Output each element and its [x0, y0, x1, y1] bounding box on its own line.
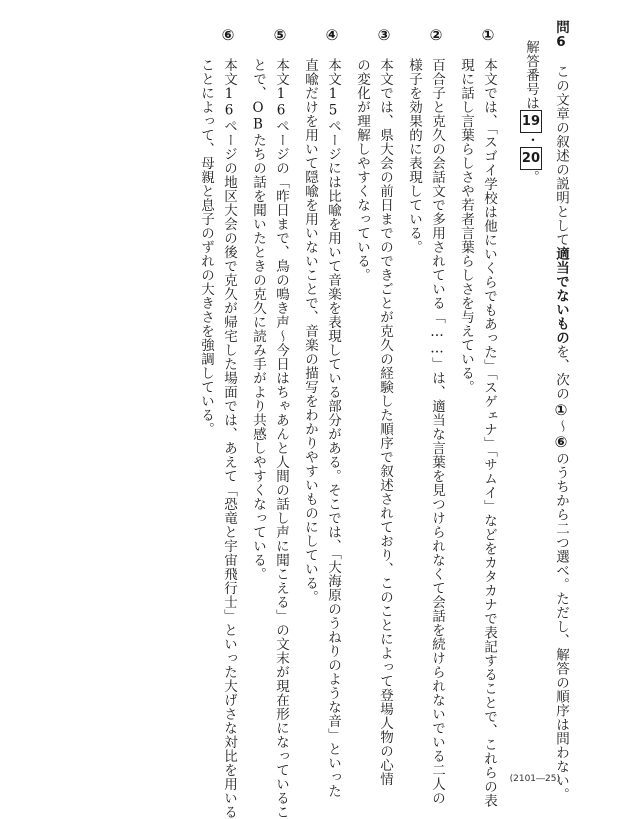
choice-5-line-1: 本文16ページの「昨日まで、鳥の鳴き声～今日はちゃあんと人間の話し声に聞こえる」の文末が現在形になっているこ: [273, 58, 289, 819]
choice-6-line-1: 本文16ページの地区大会の後で克久が帰宅した場面では、あえて「恐竜と宇宙飛行士」といった大げさな対比を用いる: [221, 58, 237, 819]
choice-6-mark: ⑥: [219, 26, 237, 45]
emphasis-text: 適当でないもの: [553, 246, 569, 345]
choice-1-mark: ①: [479, 26, 497, 45]
answer-number-line: 解答番号は19・20。: [521, 40, 540, 184]
choice-4-line-2: 直喩だけを用いて隠喩を用いないことで、音楽の描写をわかりやすいものにしている。: [302, 58, 318, 604]
page-code: (2101―25): [509, 774, 560, 784]
choice-4-mark: ④: [323, 26, 341, 45]
choice-2-line-1: 百合子と克久の会話文で多用されている「……」は、適当な言葉を見つけられなくて会話を続けられないでいる二人の: [429, 58, 445, 805]
choice-1-line-2: 現に話し言葉らしさや若者言葉らしさを与えている。: [458, 58, 474, 394]
question-number: 問6: [553, 20, 569, 51]
answer-label: 解答番号は: [522, 40, 539, 110]
choice-5-mark: ⑤: [271, 26, 289, 45]
choice-5-line-2: とで、OBたちの話を聞いたときの克久に読み手がより共感しやすくなっている。: [250, 58, 266, 581]
choice-1-line-1: 本文では、「スゴイ学校は他にいくらでもあった」「スゲェナ」「サムイ」などをカタカナで表記することで、これらの表: [481, 58, 497, 808]
choice-6-line-2: ことによって、母親と息子のずれの大きさを強調している。: [198, 58, 214, 436]
choice-2-mark: ②: [427, 26, 445, 45]
choice-3-mark: ③: [375, 26, 393, 45]
choice-2-line-2: 様子を効果的に表現している。: [406, 58, 422, 254]
answer-box-19[interactable]: 19: [520, 110, 542, 133]
choice-3-line-1: 本文では、県大会の前日までのできごとが克久の経験した順序で叙述されており、このことによって登場人物の心情: [377, 58, 393, 786]
answer-box-20[interactable]: 20: [520, 147, 542, 170]
choice-3-line-2: の変化が理解しやすくなっている。: [354, 58, 370, 282]
choice-4-line-1: 本文15ページには比喩を用いて音楽を表現している部分がある。そこでは、「大海原のうねりのような音」といった: [325, 58, 341, 799]
question-prompt: 問6 この文章の叙述の説明として適当でないものを、次の①～⑥のうちから二つ選べ。ただし、解答の順序は問わない。: [552, 20, 570, 802]
